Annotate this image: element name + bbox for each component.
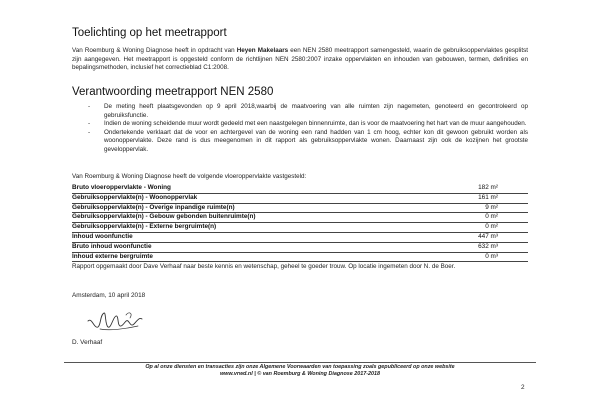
intro-paragraph: Van Roemburg & Woning Diagnose heeft in opdracht van Heyen Makelaars een NEN 2580 meetrapport samengesteld, waarin de gebruiksoppervlaktes gesplitst zijn aangegeven. Het meetrapport is opgesteld conform de richtlijnen NEN 2580:2007 inzake oppervlakten en inhouden van gebouwen, termen, definities en bepalingsmethoden, inclusief het correctieblad C1:2008. (72, 47, 528, 72)
table-row (72, 252, 528, 262)
responsibility-list (88, 103, 528, 155)
area-label: Gebruiksoppervlakte(n) - Externe bergruimte(n) (72, 223, 431, 233)
table-row (72, 242, 528, 252)
area-value: 447 m³ (431, 232, 528, 242)
intro-heading: Toelichting op het meetrapport (72, 27, 227, 39)
area-value: 0 m³ (431, 252, 528, 262)
table-row (72, 193, 528, 203)
client-name: Heyen Makelaars (236, 47, 289, 54)
responsibility-item: - De meting heeft plaatsgevonden op 9 april 2018,waarbij de maatvoering van alle ruimten zijn nagemeten, genoteerd en gecontroleerd op gebruiksfunctie. (88, 103, 528, 120)
area-label: Inhoud externe bergruimte (72, 252, 431, 262)
footer-terms: Op al onze diensten en transacties zijn onze Algemene Voorwaarden van toepassing zoals gepubliceerd op onze website (145, 364, 455, 370)
area-label: Bruto vloeroppervlakte - Woning (72, 184, 431, 193)
table-row (72, 203, 528, 213)
footer-copyright: www.vrwd.nl | © van Roemburg & Woning Diagnose 2017-2018 (219, 371, 381, 377)
responsibility-item: - Ondertekende verklaart dat de voor en achtergevel van de woning een rand hadden van 1 cm hoog, echter kon dit gewoon gebruikt worden als woonoppervlakte. Deze rand is dus meegenomen in dit rapport als gebruiksoppervlakte wonen. Daarnaast zijn ook de kozijnen het grootste geveloppervlak. (88, 129, 528, 155)
report-date: Amsterdam, 10 april 2018 (72, 292, 146, 299)
area-label: Inhoud woonfunctie (72, 232, 431, 242)
area-value: 182 m² (431, 184, 528, 193)
area-value: 0 m² (431, 223, 528, 233)
table-row (72, 232, 528, 242)
area-label: Gebruiksoppervlakte(n) - Woonoppervlak (72, 193, 431, 203)
footer-divider (64, 362, 536, 363)
signer-name: D. Verhaaf (72, 339, 103, 346)
area-label: Bruto inhoud woonfunctie (72, 242, 431, 252)
page-number: 2 (521, 384, 525, 391)
area-label: Gebruiksoppervlakte(n) - Gebouw gebonden buitenruimte(n) (72, 213, 431, 223)
responsibility-heading: Verantwoording meetrapport NEN 2580 (72, 86, 274, 98)
table-row (72, 223, 528, 233)
area-label: Gebruiksoppervlakte(n) - Overige inpandige ruimte(n) (72, 203, 431, 213)
table-intro: Van Roemburg & Woning Diagnose heeft de volgende vloeroppervlakte vastgesteld: (72, 173, 307, 180)
table-row (72, 184, 528, 193)
closing-paragraph: Rapport opgemaakt door Dave Verhaaf naar beste kennis en wetenschap, geheel te goeder trouw. Op locatie ingemeten door N. de Boer. (72, 263, 456, 270)
area-value: 9 m² (431, 203, 528, 213)
area-value: 161 m² (431, 193, 528, 203)
area-table (72, 184, 528, 262)
area-value: 0 m² (431, 213, 528, 223)
table-row (72, 213, 528, 223)
signature-image (86, 307, 156, 337)
footer (64, 364, 536, 378)
area-value: 632 m³ (431, 242, 528, 252)
responsibility-item: - Indien de woning scheidende muur wordt gedeeld met een naastgelegen binnenruimte, dan is voor de maatvoering het hart van de muur aangehouden. (88, 120, 528, 129)
